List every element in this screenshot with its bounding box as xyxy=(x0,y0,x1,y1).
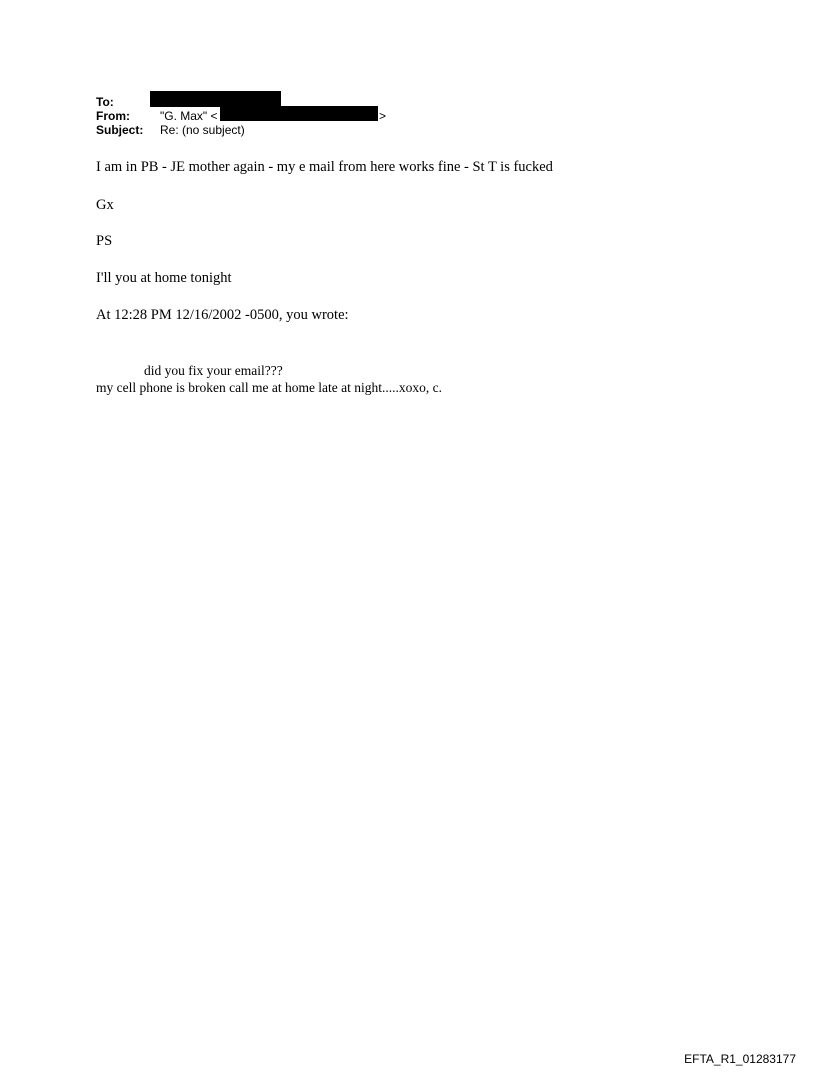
signoff: Gx xyxy=(96,197,114,213)
ps-label: PS xyxy=(96,233,113,249)
quoted-line: my cell phone is broken call me at home late at night.....xoxo, c. xyxy=(96,380,443,395)
ps-text: I'll you at home tonight xyxy=(96,270,232,286)
quote-intro: At 12:28 PM 12/16/2002 -0500, you wrote: xyxy=(96,307,349,323)
from-label: From: xyxy=(96,109,130,123)
redaction-box xyxy=(150,91,281,107)
quoted-line: did you fix your email??? xyxy=(144,363,283,378)
subject-value: Re: (no subject) xyxy=(160,123,245,137)
quoted-message xyxy=(96,362,442,396)
message-line: I am in PB - JE mother again - my e mail from here works fine - St T is fucked xyxy=(96,159,553,175)
subject-label: Subject: xyxy=(96,123,144,137)
document-id: EFTA_R1_01283177 xyxy=(684,1052,796,1066)
to-label: To: xyxy=(96,95,114,109)
from-value-suffix: > xyxy=(379,109,387,123)
from-value-prefix: "G. Max" < xyxy=(160,109,218,123)
redaction-box xyxy=(220,106,378,121)
